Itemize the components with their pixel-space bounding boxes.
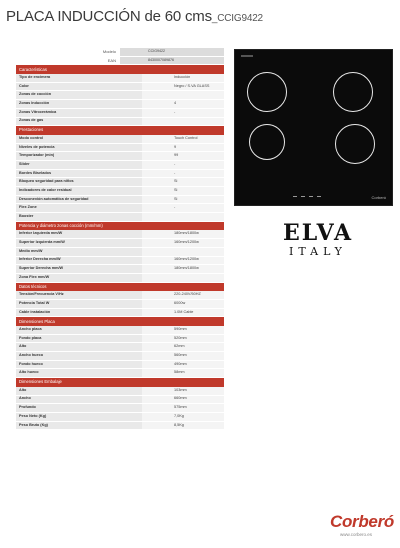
spec-label: Profundo (16, 404, 142, 412)
burner-bottom-left (249, 124, 285, 160)
burner-top-right (333, 72, 373, 112)
spec-label: Peso Neto (Kg) (16, 413, 142, 421)
spec-row (16, 109, 224, 118)
spec-row (16, 361, 224, 370)
spec-value: 660mm (142, 396, 224, 404)
spec-row (16, 396, 224, 405)
spec-label: Niveles de potencia (16, 144, 142, 152)
spec-value: 1.0M Cable (142, 309, 224, 317)
spec-value (142, 274, 224, 282)
section-header: Datos técnicos (16, 283, 224, 292)
spec-label: Fondo hueco (16, 361, 142, 369)
spec-row (16, 100, 224, 109)
spec-label: Superior Izquierda mm/W (16, 239, 142, 247)
spec-value: 560mm (142, 352, 224, 360)
spec-row (16, 274, 224, 283)
spec-value: 180mm/1800w (142, 265, 224, 273)
spec-row (16, 369, 224, 378)
header-row-label: Modelo (102, 49, 116, 55)
spec-row (16, 343, 224, 352)
spec-value: Touch Control (142, 135, 224, 143)
title-main: PLACA INDUCCIÓN de 60 cms (6, 8, 212, 25)
spec-row (16, 422, 224, 431)
spec-row (16, 213, 224, 222)
elva-logo-sub: ITALY (289, 245, 347, 258)
header-row-model (16, 48, 224, 57)
spec-value: - (142, 109, 224, 117)
spec-value: 7,0Kg (142, 413, 224, 421)
spec-label: Tensión/Frecuencia V/Hz (16, 291, 142, 299)
spec-value: 99 (142, 152, 224, 160)
spec-row (16, 135, 224, 144)
spec-label: Booster (16, 213, 142, 221)
header-row-label: EAN (107, 58, 116, 64)
spec-label: Ancho placa (16, 326, 142, 334)
spec-value (142, 248, 224, 256)
elva-logo (262, 222, 374, 262)
section-header: Potencia y diámetro zonas cocción (mm/mm) (16, 222, 224, 231)
cooktop-logo: Corberó (371, 195, 386, 200)
spec-row (16, 170, 224, 179)
spec-label: Potencia Total W (16, 300, 142, 308)
burner-bottom-right (335, 124, 375, 164)
section-header: Dimensiones Placa (16, 317, 224, 326)
spec-row (16, 291, 224, 300)
spec-row (16, 239, 224, 248)
spec-row (16, 74, 224, 83)
spec-label: Flex Zone (16, 204, 142, 212)
spec-value (142, 118, 224, 126)
spec-value: Negro / S.VA GLASS (142, 83, 224, 91)
spec-row (16, 161, 224, 170)
spec-label: Ancho hueco (16, 352, 142, 360)
title-model: _CCIG9422 (211, 13, 263, 24)
spec-row (16, 83, 224, 92)
spec-value: 4 (142, 100, 224, 108)
corbero-logo (302, 513, 394, 543)
spec-value: 590mm (142, 326, 224, 334)
spec-row (16, 91, 224, 100)
control-mark (309, 196, 313, 197)
spec-row (16, 404, 224, 413)
control-mark (293, 196, 297, 197)
spec-label: Alto (16, 343, 142, 351)
burner-top-left (247, 72, 287, 112)
cooktop-brandmark (241, 55, 253, 57)
spec-value: - (142, 161, 224, 169)
spec-value (142, 91, 224, 99)
spec-label: Inferior Derecha mm/W (16, 257, 142, 265)
spec-label: Color (16, 83, 142, 91)
control-mark (301, 196, 305, 197)
spec-label: Cable instalación (16, 309, 142, 317)
spec-row (16, 300, 224, 309)
spec-value: 58mm (142, 369, 224, 377)
spec-label: Zonas de gas (16, 118, 142, 126)
spec-value: 490mm (142, 361, 224, 369)
spec-row (16, 144, 224, 153)
spec-row (16, 118, 224, 127)
spec-label: Bloqueo seguridad para niños (16, 178, 142, 186)
spec-label: Bordes Biselados (16, 170, 142, 178)
spec-value: 520mm (142, 335, 224, 343)
cooktop-image (234, 49, 393, 206)
spec-row (16, 387, 224, 396)
spec-label: Tipo de encimera (16, 74, 142, 82)
spec-row (16, 309, 224, 318)
spec-label: Alto hueco (16, 369, 142, 377)
spec-value: Si (142, 196, 224, 204)
spec-label: Indicadores de calor residual (16, 187, 142, 195)
elva-logo-name: ELVA (282, 220, 354, 246)
spec-label: Fondo placa (16, 335, 142, 343)
header-row-value: CCIG9422 (120, 48, 224, 57)
spec-row (16, 230, 224, 239)
spec-value (142, 213, 224, 221)
spec-row (16, 187, 224, 196)
spec-label: Medio mm/W (16, 248, 142, 256)
spec-value: - (142, 170, 224, 178)
spec-label: Desconexión automática de seguridad (16, 196, 142, 204)
spec-value: 575mm (142, 404, 224, 412)
page-title (6, 8, 263, 25)
spec-value: 6000w (142, 300, 224, 308)
spec-value: 160mm/1200w (142, 239, 224, 247)
spec-sections (16, 65, 224, 430)
spec-row (16, 152, 224, 161)
spec-value: Si (142, 187, 224, 195)
header-row-value: 8430007089876 (120, 57, 224, 66)
spec-label: Ancho (16, 396, 142, 404)
section-header: Características (16, 65, 224, 74)
spec-label: Zonas de cocción (16, 91, 142, 99)
corbero-web: www.corbero.es (339, 532, 372, 537)
spec-value: 8,5Kg (142, 422, 224, 430)
spec-row (16, 248, 224, 257)
spec-label: Alto (16, 387, 142, 395)
spec-value: 160mm/1200w (142, 257, 224, 265)
spec-value: - (142, 204, 224, 212)
spec-value: 103mm (142, 387, 224, 395)
spec-label: Slider (16, 161, 142, 169)
spec-row (16, 352, 224, 361)
spec-value: Si (142, 178, 224, 186)
spec-row (16, 257, 224, 266)
spec-label: Superior Derecha mm/W (16, 265, 142, 273)
spec-value: 9 (142, 144, 224, 152)
spec-value: Inducción (142, 74, 224, 82)
spec-row (16, 326, 224, 335)
spec-label: Temporizador (min) (16, 152, 142, 160)
spec-label: Zonas Vitrocerámica (16, 109, 142, 117)
spec-sheet (16, 48, 224, 430)
spec-row (16, 413, 224, 422)
spec-row (16, 265, 224, 274)
spec-label: Zona Flex mm/W (16, 274, 142, 282)
section-header: Dimensiones Embalaje (16, 378, 224, 387)
spec-label: Inferior Izquierda mm/W (16, 230, 142, 238)
spec-row (16, 204, 224, 213)
spec-row (16, 178, 224, 187)
spec-row (16, 196, 224, 205)
spec-row (16, 335, 224, 344)
spec-label: Peso Bruto (Kg) (16, 422, 142, 430)
spec-label: Zonas Inducción (16, 100, 142, 108)
section-header: Prestaciones (16, 126, 224, 135)
spec-label: Modo control (16, 135, 142, 143)
control-mark (317, 196, 321, 197)
spec-value: 180mm/1800w (142, 230, 224, 238)
spec-value: 62mm (142, 343, 224, 351)
spec-value: 220-240V/50HZ (142, 291, 224, 299)
corbero-logo-name: Corberó (329, 512, 394, 531)
header-row-ean (16, 57, 224, 66)
